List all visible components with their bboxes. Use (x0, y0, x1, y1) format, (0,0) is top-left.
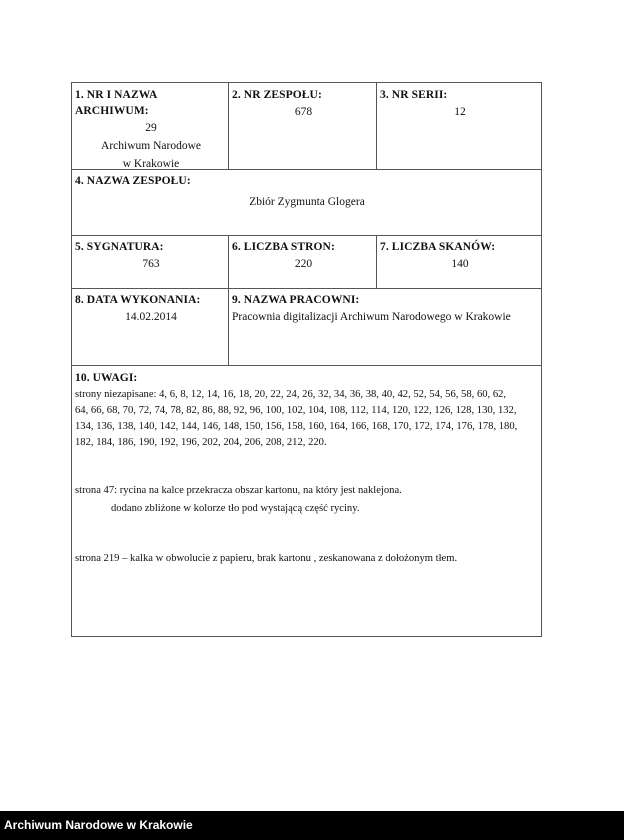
column-divider (228, 83, 229, 169)
studio-label: 9. NAZWA PRACOWNI: (232, 294, 360, 306)
page47-note: strona 47: rycina na kalce przekracza obszar kartonu, na który jest naklejona. (75, 485, 402, 496)
fonds-name-value: Zbiór Zygmunta Glogera (249, 196, 365, 208)
footer-text: Archiwum Narodowe w Krakowie (4, 818, 193, 832)
column-divider (376, 83, 377, 169)
blank-pages-line: 182, 184, 186, 190, 192, 196, 202, 204, 206, 208, 212, 220. (75, 437, 327, 448)
page219-note: strona 219 – kalka w obwolucie z papieru, brak kartonu , zeskanowana z dołożonym tłem. (75, 553, 458, 564)
date-cell (75, 292, 227, 326)
fonds-name-cell (75, 173, 539, 211)
scans-cell (380, 239, 540, 273)
archive-label-line1: 1. NR I NAZWA (75, 89, 158, 101)
archive-name-line1: Archiwum Narodowe (101, 140, 201, 152)
series-number-cell (380, 87, 540, 121)
column-divider (228, 235, 229, 288)
signature-label: 5. SYGNATURA: (75, 241, 164, 253)
pages-label: 6. LICZBA STRON: (232, 241, 335, 253)
series-number-label: 3. NR SERII: (380, 89, 448, 101)
studio-value: Pracownia digitalizacji Archiwum Narodowego w Krakowie (232, 311, 511, 323)
remarks-label: 10. UWAGI: (75, 372, 138, 384)
date-value: 14.02.2014 (125, 311, 177, 323)
column-divider (376, 235, 377, 288)
archive-label-line2: ARCHIWUM: (75, 105, 149, 117)
signature-value: 763 (142, 258, 160, 270)
scans-value: 140 (451, 258, 469, 270)
fonds-number-label: 2. NR ZESPOŁU: (232, 89, 322, 101)
date-label: 8. DATA WYKONANIA: (75, 294, 201, 306)
signature-cell (75, 239, 227, 273)
row-divider (72, 235, 541, 236)
row-divider (72, 288, 541, 289)
fonds-number-value: 678 (294, 106, 313, 118)
blank-pages-line: 64, 66, 68, 70, 72, 74, 78, 82, 86, 88, 92, 96, 100, 102, 104, 108, 112, 114, 120, 122, 126, 128, 130, 132, (75, 405, 517, 416)
metadata-form (71, 82, 542, 637)
fonds-number-cell (232, 87, 375, 121)
archive-footer-bar (0, 811, 624, 840)
row-divider (72, 365, 541, 366)
blank-pages-line: strony niezapisane: 4, 6, 8, 12, 14, 16, 18, 20, 22, 24, 26, 32, 34, 36, 38, 40, 42, 52, 54, 56, 58, 60, 62, (75, 389, 507, 400)
archive-number: 29 (145, 122, 157, 134)
pages-cell (232, 239, 375, 273)
fonds-name-label: 4. NAZWA ZESPOŁU: (75, 175, 191, 187)
archive-name-line2: w Krakowie (122, 158, 180, 170)
studio-cell (232, 292, 540, 326)
page47-note-continued: dodano zbliżone w kolorze tło pod wystającą część ryciny. (111, 503, 360, 514)
series-number-value: 12 (454, 106, 466, 118)
column-divider (228, 288, 229, 365)
archive-cell (75, 87, 227, 173)
scans-label: 7. LICZBA SKANÓW: (380, 241, 496, 253)
remarks-cell (75, 370, 541, 634)
blank-pages-line: 134, 136, 138, 140, 142, 144, 146, 148, 150, 156, 158, 160, 164, 166, 168, 170, 172, 174, 176, 178, 180, (75, 421, 518, 432)
pages-value: 220 (294, 258, 313, 270)
